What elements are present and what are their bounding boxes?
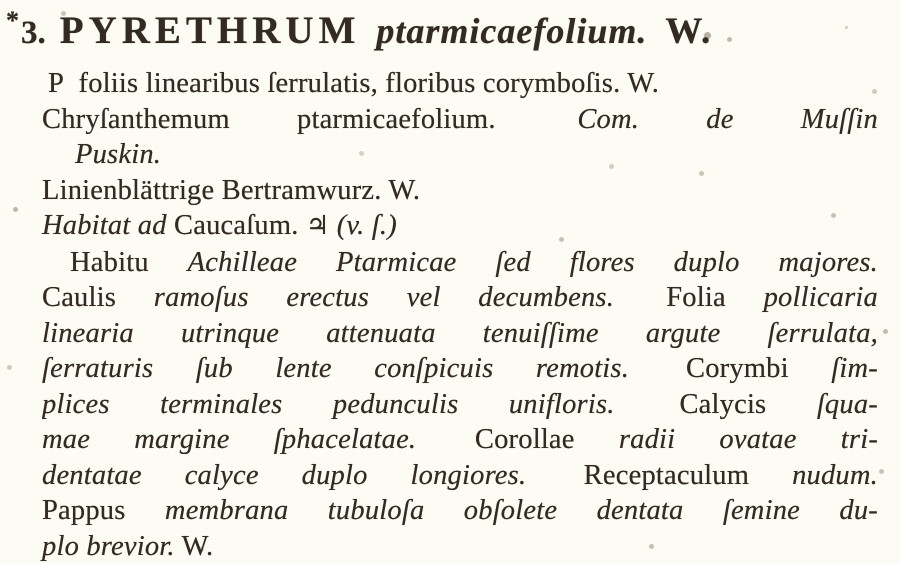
italic-text-segment: plo brevior. xyxy=(42,530,175,562)
species-epithet: ptarmicaefolium. xyxy=(376,11,648,51)
text-line-9 xyxy=(42,351,878,387)
species-heading xyxy=(6,6,878,53)
roman-text-segment: Habitu xyxy=(70,246,188,278)
italic-text-segment: radii ovatae tri- xyxy=(618,424,878,455)
italic-text-segment: Achilleae Ptarmicae ſed flores duplo majores. xyxy=(187,246,878,278)
jupiter-perennial-symbol: ♃ xyxy=(305,211,330,241)
roman-text-segment: Receptaculum xyxy=(526,459,793,491)
paper-specks xyxy=(0,0,3,3)
text-line-3 xyxy=(75,137,878,173)
italic-text-segment: ramoſus erectus vel decumbens. xyxy=(153,282,615,313)
roman-text-segment: Caucaſum. xyxy=(174,210,306,241)
italic-text-segment: Habitat ad xyxy=(42,210,175,241)
text-line-10 xyxy=(42,387,878,423)
roman-text-segment: Linienblättrige Bertramwurz. W. xyxy=(42,174,421,206)
italic-text-segment: Puskin. xyxy=(75,139,162,170)
roman-text-segment: Chryſanthemum ptarmicaefolium. xyxy=(42,103,511,135)
body-text xyxy=(42,66,878,564)
roman-text-segment: Caulis xyxy=(42,282,154,313)
italic-text-segment: Com. de Muſſin xyxy=(510,103,878,135)
text-line-1 xyxy=(48,66,878,102)
italic-text-segment: nudum. xyxy=(792,459,878,491)
italic-text-segment: membrana tubuloſa obſolete dentata ſemine du- xyxy=(164,495,878,526)
roman-text-segment: Pappus xyxy=(42,495,165,526)
italic-text-segment: dentatae calyce duplo longiores. xyxy=(42,459,527,491)
italic-text-segment: ſqua- xyxy=(816,388,878,420)
page-content xyxy=(6,6,878,564)
text-line-6 xyxy=(70,245,878,281)
roman-text-segment: Corymbi xyxy=(629,353,832,384)
text-line-11 xyxy=(42,422,878,458)
authority-abbreviation: W. xyxy=(665,11,713,52)
asterisk-marker: * xyxy=(6,6,21,35)
italic-text-segment: linearia utrinque attenuata tenuiſſime argute ſerrulata, xyxy=(42,317,878,349)
genus-name: PYRETHRUM xyxy=(59,9,361,52)
text-line-12 xyxy=(42,458,878,494)
text-line-4 xyxy=(42,173,878,209)
italic-text-segment: pollicaria xyxy=(763,282,878,313)
italic-text-segment: mae margine ſphacelatae. xyxy=(42,424,417,455)
roman-text-segment: P foliis linearibus ſerrulatis, floribus corymboſis. W. xyxy=(48,68,660,99)
text-line-7 xyxy=(42,280,878,316)
roman-text-segment: Calycis xyxy=(614,388,817,420)
text-line-14 xyxy=(42,529,878,564)
italic-text-segment: ſerraturis ſub lente conſpicuis remotis. xyxy=(42,353,630,384)
text-line-8 xyxy=(42,316,878,352)
roman-text-segment: W. xyxy=(174,530,214,562)
italic-text-segment: ſim- xyxy=(831,353,878,384)
text-line-13 xyxy=(42,493,878,529)
roman-text-segment xyxy=(329,210,336,241)
species-number: 3. xyxy=(21,15,46,51)
italic-text-segment: plices terminales pedunculis unifloris. xyxy=(42,388,615,420)
text-line-2 xyxy=(42,102,878,138)
text-line-5 xyxy=(42,208,878,245)
roman-text-segment: Corollae xyxy=(416,424,619,455)
italic-text-segment: (v. ſ.) xyxy=(336,210,397,241)
roman-text-segment: Folia xyxy=(614,282,764,313)
